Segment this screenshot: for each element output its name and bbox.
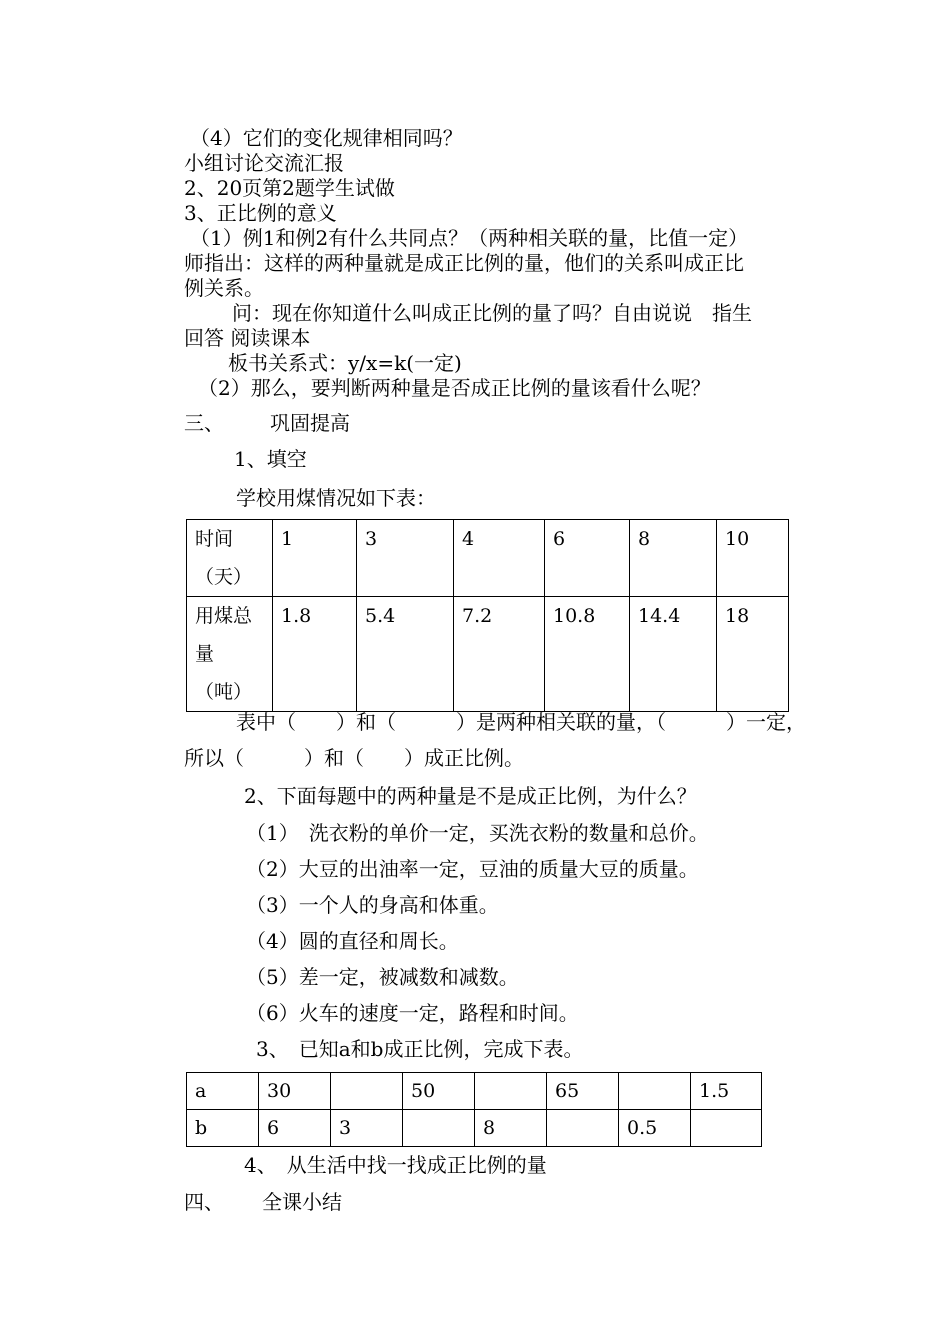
line-judge: （2）那么，要判断两种量是否成正比例的量该看什么呢？ (198, 376, 711, 400)
line-p20-q2: 2、20页第2题学生试做 (184, 176, 395, 200)
find-life-examples: 4、 从生活中找一找成正比例的量 (244, 1153, 547, 1177)
table-cell: 50 (403, 1073, 475, 1110)
table-cell: 3 (331, 1110, 403, 1147)
table-cell: 6 (259, 1110, 331, 1147)
judge-item-5: （5）差一定，被减数和减数。 (246, 965, 519, 989)
table-cell: 1.5 (691, 1073, 762, 1110)
table-cell: 14.4 (630, 597, 717, 712)
line-answer-read: 回答 阅读课本 (184, 326, 311, 350)
table-cell (475, 1073, 547, 1110)
table-cell: 8 (630, 520, 717, 597)
row-header-coal: 用煤总 量 （吨） (187, 597, 273, 712)
table-cell: 3 (357, 520, 454, 597)
line-question: 问：现在你知道什么叫成正比例的量了吗？自由说说 指生 (232, 301, 752, 325)
table-cell: 0.5 (619, 1110, 691, 1147)
table-row (187, 1110, 762, 1147)
section-3-title: 巩固提高 (270, 411, 350, 435)
table-cell: 65 (547, 1073, 619, 1110)
judge-item-6: （6）火车的速度一定，路程和时间。 (246, 1001, 579, 1025)
judge-item-4: （4）圆的直径和周长。 (246, 929, 459, 953)
ab-proportion-table (186, 1072, 762, 1147)
line-group-discussion: 小组讨论交流汇报 (184, 151, 344, 175)
complete-table-heading: 3、 已知a和b成正比例，完成下表。 (256, 1037, 584, 1061)
table-cell: 8 (475, 1110, 547, 1147)
line-meaning-heading: 3、正比例的意义 (184, 201, 337, 225)
line-common-point: （1）例1和例2有什么共同点？（两种相关联的量，比值一定） (190, 226, 749, 250)
table-cell (331, 1073, 403, 1110)
table-cell (619, 1073, 691, 1110)
table-row (187, 520, 789, 597)
table-cell: a (187, 1073, 259, 1110)
table-cell: 5.4 (357, 597, 454, 712)
table-row (187, 1073, 762, 1110)
table-cell (403, 1110, 475, 1147)
line-teacher-points: 师指出：这样的两种量就是成正比例的量，他们的关系叫成正比 (184, 251, 744, 275)
table-cell: 30 (259, 1073, 331, 1110)
table-cell: 18 (717, 597, 789, 712)
fill-blank-heading: 1、填空 (234, 447, 307, 471)
section-4-number: 四、 (184, 1190, 224, 1214)
table-cell: 6 (545, 520, 630, 597)
row-header-time: 时间 （天） (187, 520, 273, 597)
judge-item-2: （2）大豆的出油率一定，豆油的质量大豆的质量。 (246, 857, 699, 881)
table-row (187, 597, 789, 712)
table-cell: 10.8 (545, 597, 630, 712)
table-cell: b (187, 1110, 259, 1147)
table-cell (547, 1110, 619, 1147)
judge-item-3: （3）一个人的身高和体重。 (246, 893, 499, 917)
table-cell: 10 (717, 520, 789, 597)
table-cell: 1.8 (273, 597, 357, 712)
line-q4: （4）它们的变化规律相同吗？ (190, 126, 463, 150)
coal-table-intro: 学校用煤情况如下表： (236, 486, 436, 510)
coal-usage-table (186, 519, 789, 712)
table-cell (691, 1110, 762, 1147)
fill-blank-line-1: 表中（ ）和（ ）是两种相关联的量，（ ）一定， (236, 710, 806, 734)
judge-heading: 2、下面每题中的两种量是不是成正比例，为什么？ (244, 784, 697, 808)
judge-item-1: （1） 洗衣粉的单价一定，买洗衣粉的数量和总价。 (246, 821, 709, 845)
table-cell: 4 (454, 520, 545, 597)
table-cell: 7.2 (454, 597, 545, 712)
fill-blank-line-2: 所以（ ）和（ ）成正比例。 (184, 746, 524, 770)
line-relation: 例关系。 (184, 276, 264, 300)
table-cell: 1 (273, 520, 357, 597)
line-formula: 板书关系式：y/x=k(一定) (228, 351, 462, 375)
section-4-title: 全课小结 (262, 1190, 342, 1214)
section-3-number: 三、 (184, 411, 224, 435)
